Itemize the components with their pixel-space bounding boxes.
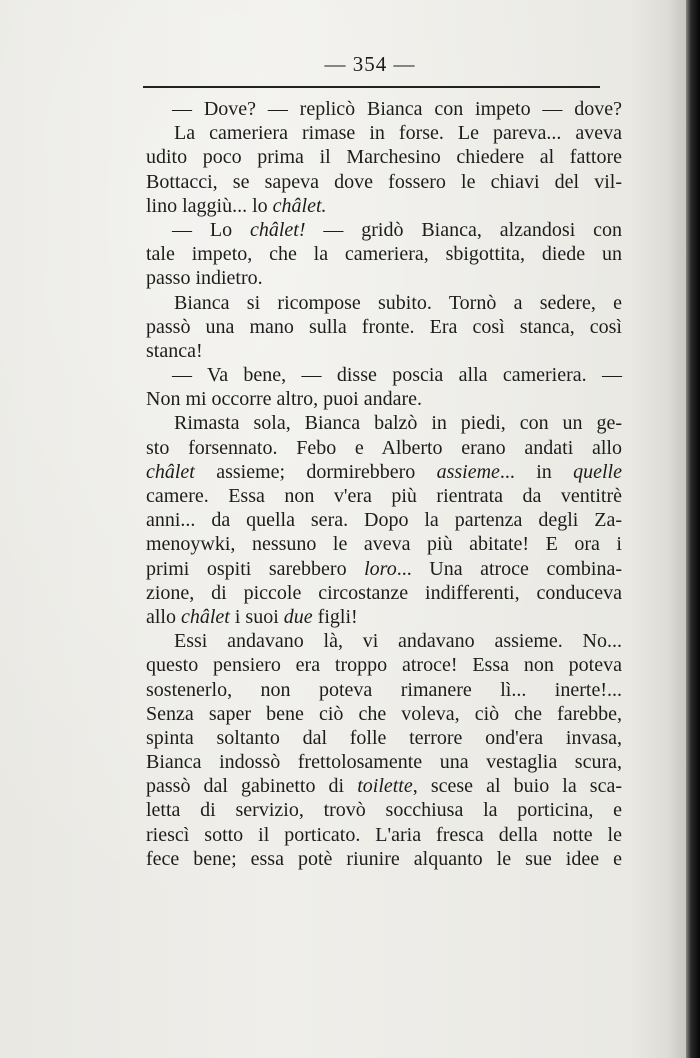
text-line: [146, 97, 622, 121]
text-segment: anni... da quella sera. Dopo la partenza degli Za-: [146, 509, 622, 532]
text-line: [146, 339, 622, 363]
text-segment: spinta soltanto dal folle terrore ond'era invasa,: [146, 726, 622, 749]
text-line: [146, 484, 622, 508]
italic-text: loro: [364, 557, 397, 580]
text-line: [146, 363, 622, 387]
text-line: [146, 460, 622, 484]
text-segment: questo pensiero era troppo atroce! Essa non poteva: [146, 654, 622, 677]
text-line: [146, 291, 622, 315]
italic-text: toilette: [357, 775, 413, 798]
italic-text: châlet.: [272, 194, 327, 217]
text-segment: ... in: [499, 460, 574, 483]
text-line: [146, 605, 622, 629]
text-segment: sto forsennato. Febo e Alberto erano andati allo: [146, 436, 622, 459]
text-line: [146, 653, 622, 677]
italic-text: châlet!: [249, 218, 306, 241]
text-line: [146, 218, 622, 242]
binding-edge: [686, 0, 700, 1058]
body-text: [146, 97, 622, 871]
text-line: [146, 170, 622, 194]
text-segment: Bottacci, se sapeva dove fossero le chiavi del vil-: [146, 170, 622, 193]
text-line: [146, 194, 622, 218]
text-line: [146, 532, 622, 556]
text-segment: sostenerlo, non poteva rimanere lì... inerte!...: [146, 678, 622, 701]
text-line: [146, 750, 622, 774]
text-line: [146, 726, 622, 750]
text-segment: Senza saper bene ciò che voleva, ciò che farebbe,: [146, 702, 622, 725]
text-segment: — gridò Bianca, alzandosi con: [305, 218, 623, 241]
text-line: [146, 678, 622, 702]
text-line: [146, 436, 622, 460]
text-segment: — Dove? — replicò Bianca con impeto — dove?: [172, 98, 622, 120]
text-segment: primi ospiti sarebbero: [146, 557, 365, 580]
text-segment: , scese al buio la sca-: [412, 775, 622, 798]
text-line: [146, 508, 622, 532]
text-segment: Rimasta sola, Bianca balzò in piedi, con un ge-: [174, 412, 622, 435]
text-line: [146, 847, 622, 871]
text-segment: i suoi: [229, 605, 284, 628]
text-line: [146, 315, 622, 339]
text-line: [146, 121, 622, 145]
text-segment: udito poco prima il Marchesino chiedere al fattore: [146, 146, 622, 169]
text-segment: — Va bene, — disse poscia alla cameriera. —: [172, 364, 622, 387]
text-line: [146, 798, 622, 822]
text-segment: allo: [146, 605, 181, 628]
text-segment: letta di servizio, trovò socchiusa la porticina, e: [146, 799, 622, 822]
text-line: [146, 581, 622, 605]
text-segment: camere. Essa non v'era più rientrata da ventitrè: [146, 485, 622, 507]
italic-text: assieme: [436, 460, 500, 483]
text-line: [146, 774, 622, 798]
text-segment: lino laggiù... lo: [146, 194, 273, 217]
text-line: [146, 145, 622, 169]
text-segment: Essi andavano là, vi andavano assieme. No...: [174, 630, 622, 653]
text-line: [146, 242, 622, 266]
italic-text: châlet: [181, 605, 230, 628]
text-segment: riescì sotto il porticato. L'aria fresca della notte le: [146, 823, 622, 846]
page-header: [140, 52, 600, 77]
binding-shadow: [668, 0, 686, 1058]
header-rule: [143, 86, 600, 88]
text-segment: passò dal gabinetto di: [146, 775, 358, 798]
text-segment: Non mi occorre altro, puoi andare.: [146, 388, 423, 411]
text-segment: La cameriera rimase in forse. Le pareva... aveva: [174, 122, 622, 145]
text-segment: tale impeto, che la cameriera, sbigottita, diede un: [146, 243, 622, 266]
text-segment: passo indietro.: [146, 267, 263, 290]
text-line: [146, 823, 622, 847]
text-segment: — Lo: [172, 218, 250, 241]
text-line: [146, 411, 622, 435]
page-number: — 354 —: [324, 52, 416, 76]
text-segment: menoywki, nessuno le aveva più abitate! E ora i: [146, 533, 622, 556]
text-segment: zione, di piccole circostanze indifferenti, conduceva: [146, 581, 622, 604]
text-line: [146, 557, 622, 581]
text-line: [146, 702, 622, 726]
text-line: [146, 629, 622, 653]
italic-text: quelle: [573, 460, 622, 483]
text-segment: Bianca si ricompose subito. Tornò a sedere, e: [174, 291, 622, 314]
text-segment: fece bene; essa potè riunire alquanto le sue idee e: [146, 847, 622, 870]
text-line: [146, 387, 622, 411]
text-segment: passò una mano sulla fronte. Era così stanca, così: [146, 315, 622, 338]
text-segment: Bianca indossò frettolosamente una vestaglia scura,: [146, 751, 622, 774]
text-line: [146, 266, 622, 290]
text-segment: ... Una atroce combina-: [396, 557, 622, 580]
italic-text: châlet: [146, 460, 195, 483]
italic-text: due: [283, 605, 313, 628]
text-segment: figli!: [312, 605, 358, 628]
text-segment: stanca!: [146, 339, 203, 362]
text-segment: assieme; dormirebbero: [194, 460, 437, 483]
